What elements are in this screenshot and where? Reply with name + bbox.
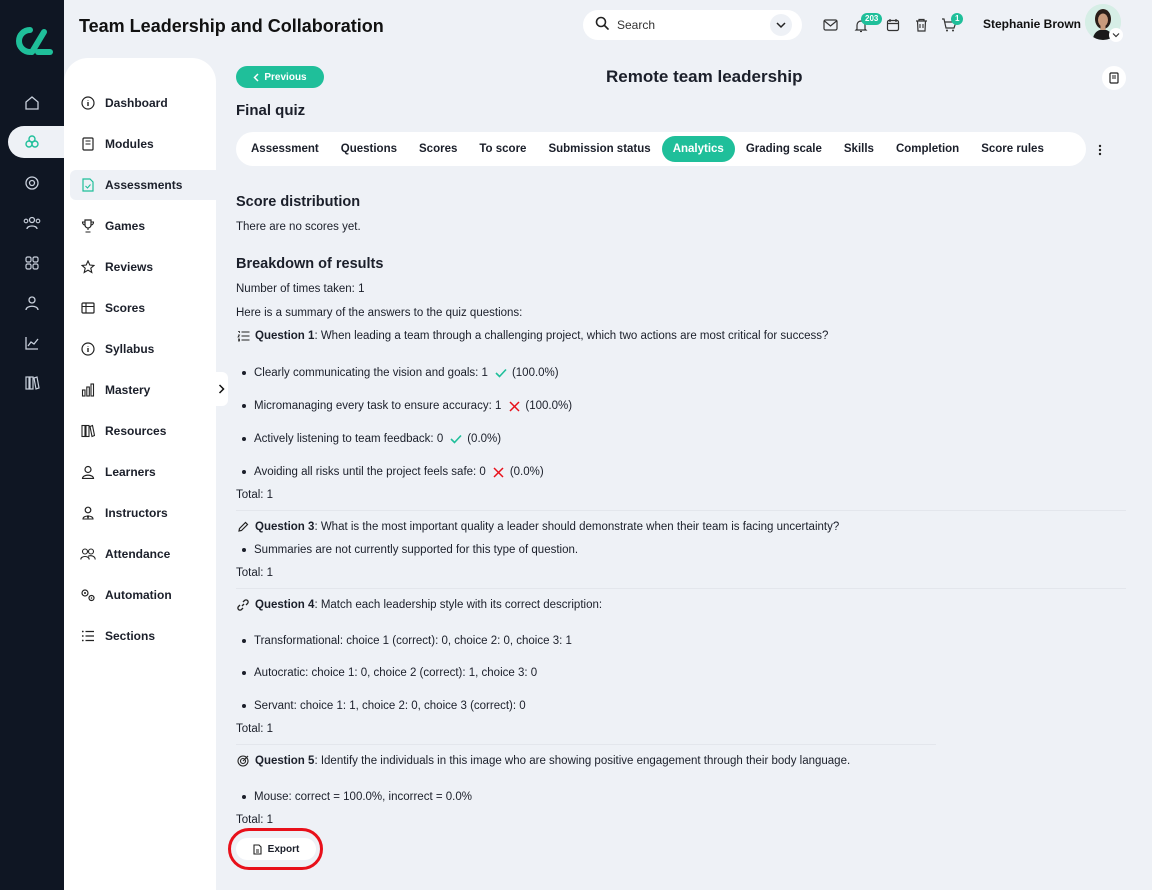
cross-icon [507, 399, 521, 413]
sidebar-item-label: Resources [105, 424, 167, 438]
link-icon [236, 598, 250, 612]
score-distribution-heading: Score distribution [236, 194, 361, 210]
sidebar-item-label: Games [105, 219, 146, 233]
info-icon [80, 341, 96, 357]
tab-submission-status[interactable]: Submission status [548, 143, 651, 155]
tab-completion[interactable]: Completion [895, 143, 960, 155]
bar-chart-icon [80, 382, 96, 398]
answer-item: Summaries are not currently supported for this type of question. [242, 544, 578, 556]
question-total: Total: 1 [236, 567, 274, 579]
answer-item: Avoiding all risks until the project feels safe: 0 (0.0%) [242, 465, 544, 479]
question-text: : What is the most important quality a leader should demonstrate when their team is facing uncertainty? [314, 521, 840, 533]
book-icon [80, 136, 96, 152]
question-text: : Identify the individuals in this image who are showing positive engagement through their body language. [314, 755, 851, 767]
sidebar-item-learners[interactable] [70, 457, 216, 487]
score-distribution-text: There are no scores yet. [236, 221, 361, 233]
app-title: Team Leadership and Collaboration [79, 16, 384, 36]
sidebar-item-scores[interactable] [70, 293, 216, 323]
tab-assessment[interactable]: Assessment [251, 143, 319, 155]
search-placeholder: Search [617, 18, 656, 32]
answer-item: Actively listening to team feedback: 0 (0.0%) [242, 432, 501, 446]
answer-item: Mouse: correct = 100.0%, incorrect = 0.0% [242, 791, 472, 803]
sidebar-item-label: Modules [105, 137, 154, 151]
trash-icon[interactable] [912, 16, 930, 34]
tab-score-rules[interactable]: Score rules [981, 143, 1044, 155]
list-icon [80, 628, 96, 644]
sidebar-item-games[interactable] [70, 211, 216, 241]
target-rail-icon[interactable] [20, 171, 44, 195]
question-total: Total: 1 [236, 723, 274, 735]
question-label: Question 1 [255, 330, 315, 342]
user-name[interactable]: Stephanie Brown [983, 17, 1082, 31]
question-4 [236, 598, 602, 612]
trophy-icon [80, 218, 96, 234]
tab-bar [236, 132, 1086, 166]
question-total: Total: 1 [236, 814, 274, 826]
question-5 [236, 754, 850, 768]
sidebar-item-label: Reviews [105, 260, 154, 274]
sidebar-item-label: Assessments [105, 178, 183, 192]
chevron-down-icon[interactable] [770, 14, 792, 36]
check-icon [449, 432, 463, 446]
grid-icon[interactable] [20, 251, 44, 275]
gears-icon [80, 587, 96, 603]
sidebar-item-modules[interactable] [70, 129, 216, 159]
times-taken: Number of times taken: 1 [236, 283, 365, 295]
sidebar-item-instructors[interactable] [70, 498, 216, 528]
user-icon [80, 464, 96, 480]
divider [236, 588, 1126, 589]
instructor-icon [80, 505, 96, 521]
sidebar-item-label: Scores [105, 301, 146, 315]
breakdown-heading: Breakdown of results [236, 256, 384, 272]
search-icon [595, 16, 609, 35]
list-icon [236, 329, 250, 343]
tab-skills[interactable]: Skills [843, 143, 874, 155]
check-icon [494, 366, 508, 380]
brand-logo-icon[interactable] [10, 24, 54, 58]
sidebar-item-dashboard[interactable] [70, 88, 216, 118]
question-label: Question 5 [255, 755, 315, 767]
library-rail-icon[interactable] [20, 371, 44, 395]
notebook-icon [1109, 72, 1119, 84]
sidebar-item-assessments[interactable] [70, 170, 216, 200]
top-bar [64, 0, 1152, 58]
courses-icon[interactable] [20, 130, 44, 154]
question-label: Question 3 [255, 521, 315, 533]
export-label: Export [267, 843, 300, 855]
cross-icon [492, 465, 506, 479]
answer-item: Micromanaging every task to ensure accuracy: 1 (100.0%) [242, 399, 572, 413]
home-icon[interactable] [20, 91, 44, 115]
calendar-icon[interactable] [884, 16, 902, 34]
question-text: : When leading a team through a challenging project, which two actions are most critical for success? [314, 330, 829, 342]
sidebar-item-label: Sections [105, 629, 156, 643]
chevron-down-icon[interactable] [1109, 28, 1123, 42]
main-content [216, 58, 1152, 890]
sidebar-item-label: Mastery [105, 383, 151, 397]
document-icon [80, 177, 96, 193]
quiz-title: Final quiz [236, 102, 306, 119]
answer-item: Autocratic: choice 1: 0, choice 2 (correct): 1, choice 3: 0 [242, 667, 537, 679]
question-total: Total: 1 [236, 489, 274, 501]
sidebar-item-label: Attendance [105, 547, 171, 561]
notebook-button[interactable] [1102, 66, 1126, 90]
sidebar-item-resources[interactable] [70, 416, 216, 446]
previous-label: Previous [264, 71, 307, 83]
tab-to-score[interactable]: To score [479, 143, 527, 155]
tab-scores[interactable]: Scores [419, 143, 458, 155]
tab-analytics[interactable]: Analytics [662, 136, 735, 162]
sidebar-item-label: Dashboard [105, 96, 168, 110]
sidebar-item-label: Learners [105, 465, 156, 479]
answer-item: Transformational: choice 1 (correct): 0, choice 2: 0, choice 3: 1 [242, 635, 572, 647]
previous-button[interactable] [236, 66, 324, 88]
cart-badge: 1 [951, 13, 963, 25]
table-icon [80, 300, 96, 316]
sidebar-item-reviews[interactable] [70, 252, 216, 282]
analytics-icon[interactable] [20, 331, 44, 355]
chevron-left-icon [253, 73, 259, 82]
tab-questions[interactable]: Questions [340, 143, 397, 155]
sidebar-item-attendance[interactable] [70, 539, 216, 569]
more-vertical-icon[interactable] [1092, 142, 1108, 158]
page-title: Remote team leadership [606, 67, 803, 86]
sidebar-item-syllabus[interactable] [70, 334, 216, 364]
question-label: Question 4 [255, 599, 315, 611]
answer-item: Servant: choice 1: 1, choice 2: 0, choice 3 (correct): 0 [242, 700, 526, 712]
app-rail [0, 0, 64, 890]
group-icon [80, 546, 96, 562]
mail-icon[interactable] [821, 16, 839, 34]
info-icon [80, 95, 96, 111]
divider [236, 744, 936, 745]
sidebar-item-mastery[interactable] [70, 375, 216, 405]
sidebar-item-sections[interactable] [70, 621, 216, 651]
highlight-ring [228, 828, 323, 870]
target-icon [236, 754, 250, 768]
summary-intro: Here is a summary of the answers to the quiz questions: [236, 307, 523, 319]
question-1 [236, 329, 828, 343]
library-icon [80, 423, 96, 439]
pencil-icon [236, 520, 250, 534]
users-icon[interactable] [20, 211, 44, 235]
search-input[interactable] [583, 10, 802, 40]
sidebar [64, 58, 216, 890]
divider [236, 510, 1126, 511]
tab-grading-scale[interactable]: Grading scale [745, 143, 822, 155]
sidebar-item-label: Syllabus [105, 342, 155, 356]
notification-badge: 203 [861, 13, 882, 25]
person-icon[interactable] [20, 291, 44, 315]
answer-item: Clearly communicating the vision and goals: 1 (100.0%) [242, 366, 559, 380]
star-icon [80, 259, 96, 275]
sidebar-item-label: Instructors [105, 506, 168, 520]
sidebar-item-label: Automation [105, 588, 172, 602]
question-text: : Match each leadership style with its correct description: [314, 599, 603, 611]
sidebar-item-automation[interactable] [70, 580, 216, 610]
question-3 [236, 520, 839, 534]
